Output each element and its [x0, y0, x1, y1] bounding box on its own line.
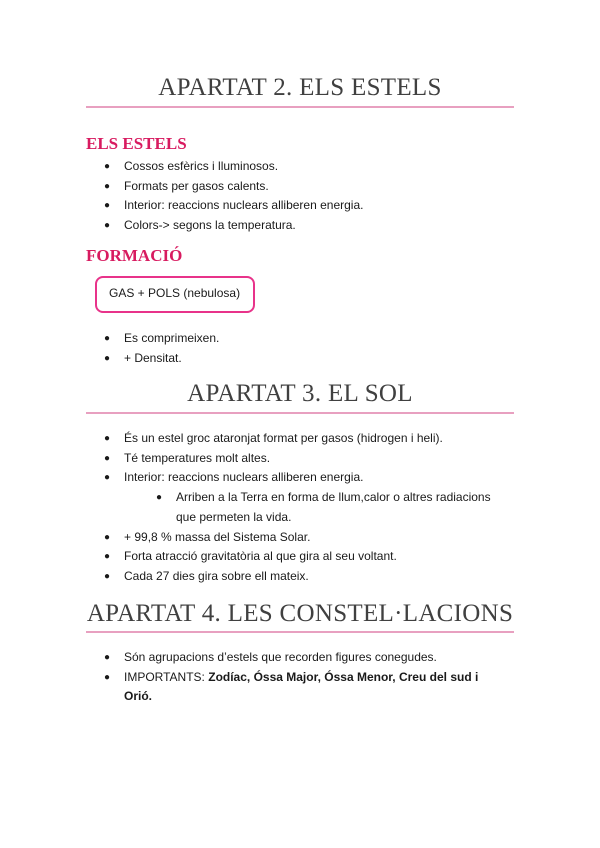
list-item: ● Formats per gasos calents. — [104, 177, 363, 197]
list-item: ● Cada 27 dies gira sobre ell mateix. — [104, 567, 491, 587]
formacio-list — [104, 329, 219, 368]
section-3-title: APARTAT 3. EL SOL — [187, 380, 413, 407]
section-2-title: APARTAT 2. ELS ESTELS — [158, 74, 442, 101]
section-4-divider — [86, 631, 514, 633]
list-item: ● Són agrupacions d’estels que recorden figures conegudes. — [104, 648, 478, 668]
list-item — [104, 668, 478, 688]
constellacions-list — [104, 648, 478, 707]
section-2-divider — [86, 106, 514, 108]
list-item: ● Forta atracció gravitatòria al que gira al seu voltant. — [104, 547, 491, 567]
list-item-continuation — [104, 687, 478, 707]
important-constellations: Zodíac, Óssa Major, Óssa Menor, Creu del sud i — [208, 669, 479, 684]
estels-list — [104, 157, 363, 236]
section-4-title: APARTAT 4. LES CONSTEL·LACIONS — [86, 600, 514, 627]
heading-els-estels: ELS ESTELS — [86, 134, 187, 153]
sub-list-item: ● Arriben a la Terra en forma de llum,calor o altres radiacions — [104, 488, 491, 508]
list-item: ● + 99,8 % massa del Sistema Solar. — [104, 528, 491, 548]
list-item: ● És un estel groc ataronjat format per gasos (hidrogen i heli). — [104, 429, 491, 449]
list-item: ● Colors-> segons la temperatura. — [104, 216, 363, 236]
section-3-divider — [86, 412, 514, 414]
list-item: ● Interior: reaccions nuclears alliberen energia. — [104, 468, 491, 488]
list-item: ● Es comprimeixen. — [104, 329, 219, 349]
important-label: IMPORTANTS: — [124, 669, 209, 684]
list-item: ● + Densitat. — [104, 349, 219, 369]
sol-list — [104, 429, 491, 587]
important-constellations-cont: Orió. — [124, 689, 153, 704]
nebulosa-box-text: GAS + POLS (nebulosa) — [109, 286, 241, 300]
nebulosa-box — [95, 276, 255, 313]
list-item: ● Cossos esfèrics i lluminosos. — [104, 157, 363, 177]
sub-list-item-continuation: que permeten la vida. — [176, 509, 292, 524]
heading-formacio: FORMACIÓ — [86, 246, 183, 265]
list-item: ● Té temperatures molt altes. — [104, 449, 491, 469]
list-item: ● Interior: reaccions nuclears alliberen energia. — [104, 196, 363, 216]
